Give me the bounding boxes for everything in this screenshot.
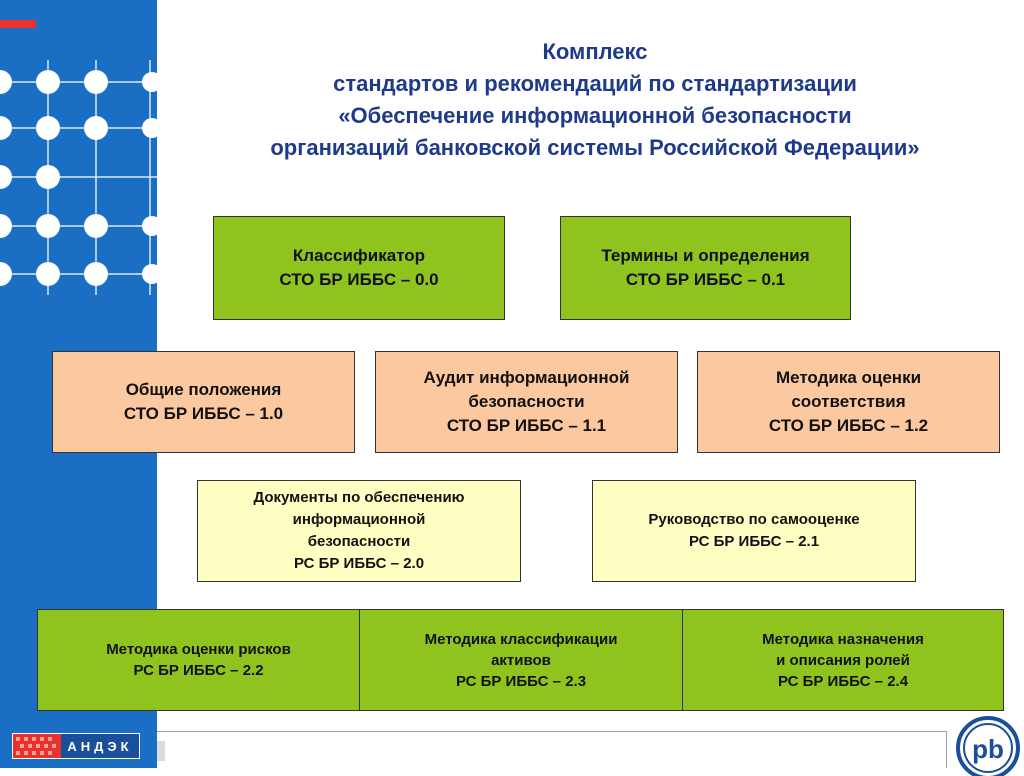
box-asset-classification <box>359 609 683 711</box>
box-risk-assessment <box>37 609 360 711</box>
page-title <box>170 36 1020 164</box>
box-text-line: СТО БР ИББС – 1.0 <box>123 404 284 423</box>
title-line-2: стандартов и рекомендаций по стандартизации <box>333 71 857 96</box>
box-text-line: РС БР ИББС – 2.4 <box>777 672 909 690</box>
box-text-line: безопасности <box>307 533 411 550</box>
box-text-line: Классификатор <box>292 246 426 265</box>
box-text-line: РС БР ИББС – 2.3 <box>455 672 587 690</box>
box-text-line: и описания ролей <box>776 651 910 669</box>
box-text-line: СТО БР ИББС – 1.1 <box>446 416 607 435</box>
andek-logo <box>12 733 140 759</box>
box-text-line: Методика назначения <box>762 630 924 648</box>
box-text-line: Документы по обеспечению <box>253 489 465 506</box>
box-compliance-methodology <box>697 351 1000 453</box>
title-line-3: «Обеспечение информационной безопасности <box>338 103 852 128</box>
box-general-provisions <box>52 351 355 453</box>
box-text-line: Общие положения <box>125 380 282 399</box>
box-text-line: безопасности <box>468 392 585 411</box>
box-text-line: СТО БР ИББС – 0.0 <box>279 270 439 289</box>
dot-grid-decoration <box>0 0 157 300</box>
box-security-audit <box>375 351 678 453</box>
box-text-line: соответствия <box>791 392 906 411</box>
box-classifier <box>213 216 505 320</box>
box-text-line: Руководство по самооценке <box>648 511 860 528</box>
box-text-line: информационной <box>292 511 426 528</box>
footer-divider <box>157 731 947 732</box>
box-self-assessment-guide <box>592 480 916 582</box>
box-text-line: Методика оценки рисков <box>106 641 291 658</box>
andek-logo-text: АНДЭК <box>61 734 139 758</box>
title-line-1: Комплекс <box>542 39 648 64</box>
footer-divider-vertical <box>946 731 947 768</box>
rb-logo <box>952 716 1022 776</box>
footer-marker <box>157 741 165 761</box>
box-text-line: Аудит информационной <box>423 368 630 387</box>
box-security-documents <box>197 480 521 582</box>
box-text-line: Термины и определения <box>601 246 810 265</box>
box-text-line: активов <box>491 651 551 669</box>
box-text-line: Методика классификации <box>424 630 618 648</box>
box-text-line: РС БР ИББС – 2.2 <box>133 662 264 679</box>
box-text-line: РС БР ИББС – 2.0 <box>293 555 425 572</box>
box-role-assignment <box>682 609 1004 711</box>
box-text-line: СТО БР ИББС – 1.2 <box>768 416 929 435</box>
box-text-line: РС БР ИББС – 2.1 <box>688 533 820 550</box>
andek-logo-mark <box>13 734 61 758</box>
andek-pattern-icon <box>13 734 61 758</box>
box-text-line: СТО БР ИББС – 0.1 <box>625 270 786 289</box>
title-line-4: организаций банковской системы Российской Федерации» <box>270 135 920 160</box>
rb-logo-text: рb <box>972 734 1004 764</box>
box-terms-definitions <box>560 216 851 320</box>
box-text-line: Методика оценки <box>775 368 922 387</box>
